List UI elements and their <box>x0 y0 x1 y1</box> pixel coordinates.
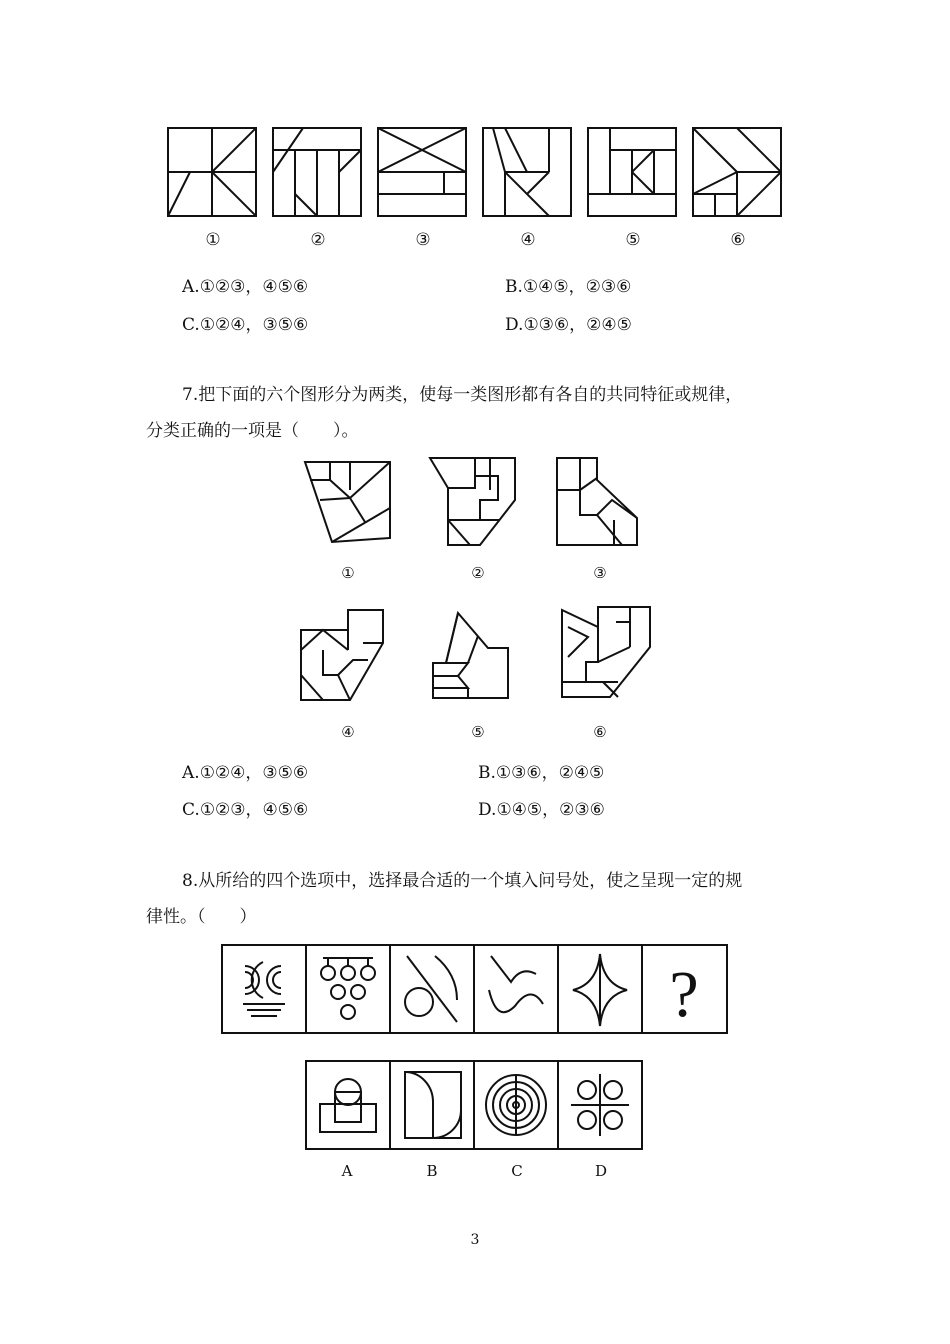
q8-seq-cell-3 <box>405 956 457 1022</box>
q6-option-a[interactable] <box>182 272 308 297</box>
q8-choice-d-figure <box>571 1074 629 1136</box>
q7-label-2: ② <box>471 564 485 582</box>
q6-option-c[interactable] <box>182 310 308 335</box>
q6-label-1: ① <box>205 230 221 250</box>
q8-choice-d-label[interactable]: D <box>594 1162 608 1180</box>
q6-option-d[interactable] <box>505 310 632 335</box>
option-text: ①③⑥，②④⑤ <box>523 315 632 335</box>
option-letter: D. <box>478 800 497 820</box>
option-text: ①④⑤，②③⑥ <box>496 800 605 820</box>
q8-sequence-row <box>221 944 729 1036</box>
q8-choice-b-figure <box>405 1072 461 1138</box>
q8-choice-a-label[interactable]: A <box>341 1162 353 1180</box>
page-number: 3 <box>470 1232 480 1248</box>
q8-choice-c-figure <box>486 1075 546 1135</box>
q7-figure-3 <box>557 458 637 545</box>
q7-label-3: ③ <box>593 564 607 582</box>
q7-figure-5 <box>433 613 508 698</box>
q8-seq-cell-2 <box>321 958 375 1019</box>
q8-question-mark: ? <box>669 958 699 1031</box>
q6-label-5: ⑤ <box>625 230 641 250</box>
q7-label-4: ④ <box>341 723 355 741</box>
q8-choice-a-figure <box>320 1079 376 1132</box>
q6-option-b[interactable] <box>505 272 631 297</box>
option-letter: A. <box>182 277 200 297</box>
q6-label-2: ② <box>310 230 326 250</box>
option-letter: A. <box>182 763 200 783</box>
option-text: ①④⑤，②③⑥ <box>522 277 632 297</box>
q6-figure-3 <box>378 128 466 216</box>
option-letter: B. <box>505 277 523 297</box>
q6-figure-5 <box>588 128 676 216</box>
q8-seq-cell-5 <box>573 954 627 1026</box>
option-letter: C. <box>182 315 200 335</box>
q8-seq-cell-1 <box>243 962 285 1016</box>
option-text: ①②③，④⑤⑥ <box>199 277 309 297</box>
option-letter: B. <box>478 763 496 783</box>
q7-option-a[interactable] <box>182 758 308 783</box>
q7-option-d[interactable] <box>478 795 605 820</box>
q6-label-6: ⑥ <box>730 230 746 250</box>
q8-seq-cell-4 <box>489 956 543 1012</box>
option-text: ①②④，③⑤⑥ <box>199 763 309 783</box>
q8-choice-c-label[interactable]: C <box>511 1162 523 1180</box>
q7-label-5: ⑤ <box>471 723 485 741</box>
q8-choices-row <box>305 1060 645 1152</box>
q6-figures <box>160 120 790 225</box>
q6-figure-4 <box>483 128 571 216</box>
q7-stem-line1: 7.把下面的六个图形分为两类，使每一类图形都有各自的共同特征或规律， <box>182 385 743 405</box>
q6-figure-6 <box>693 128 781 216</box>
q8-stem-line2: 律性。（ ） <box>146 907 257 927</box>
q7-figure-6 <box>562 607 650 697</box>
q7-figure-2 <box>430 458 515 545</box>
q7-option-c[interactable] <box>182 795 308 820</box>
q7-label-6: ⑥ <box>593 723 607 741</box>
option-text: ①③⑥，②④⑤ <box>495 763 605 783</box>
q6-figure-1 <box>168 128 256 216</box>
option-text: ①②③，④⑤⑥ <box>199 800 309 820</box>
q7-figure-1 <box>305 462 390 542</box>
q6-label-4: ④ <box>520 230 536 250</box>
q7-option-b[interactable] <box>478 758 604 783</box>
q7-label-1: ① <box>341 564 355 582</box>
q7-stem-line2: 分类正确的一项是（ ）。 <box>146 421 359 441</box>
option-text: ①②④，③⑤⑥ <box>199 315 309 335</box>
q6-label-3: ③ <box>415 230 431 250</box>
q8-choice-b-label[interactable]: B <box>426 1162 438 1180</box>
q6-figure-2 <box>273 128 361 216</box>
q8-stem-line1: 8.从所给的四个选项中，选择最合适的一个填入问号处，使之呈现一定的规 <box>182 871 743 891</box>
option-letter: D. <box>505 315 524 335</box>
option-letter: C. <box>182 800 200 820</box>
q7-figure-4 <box>301 610 383 700</box>
